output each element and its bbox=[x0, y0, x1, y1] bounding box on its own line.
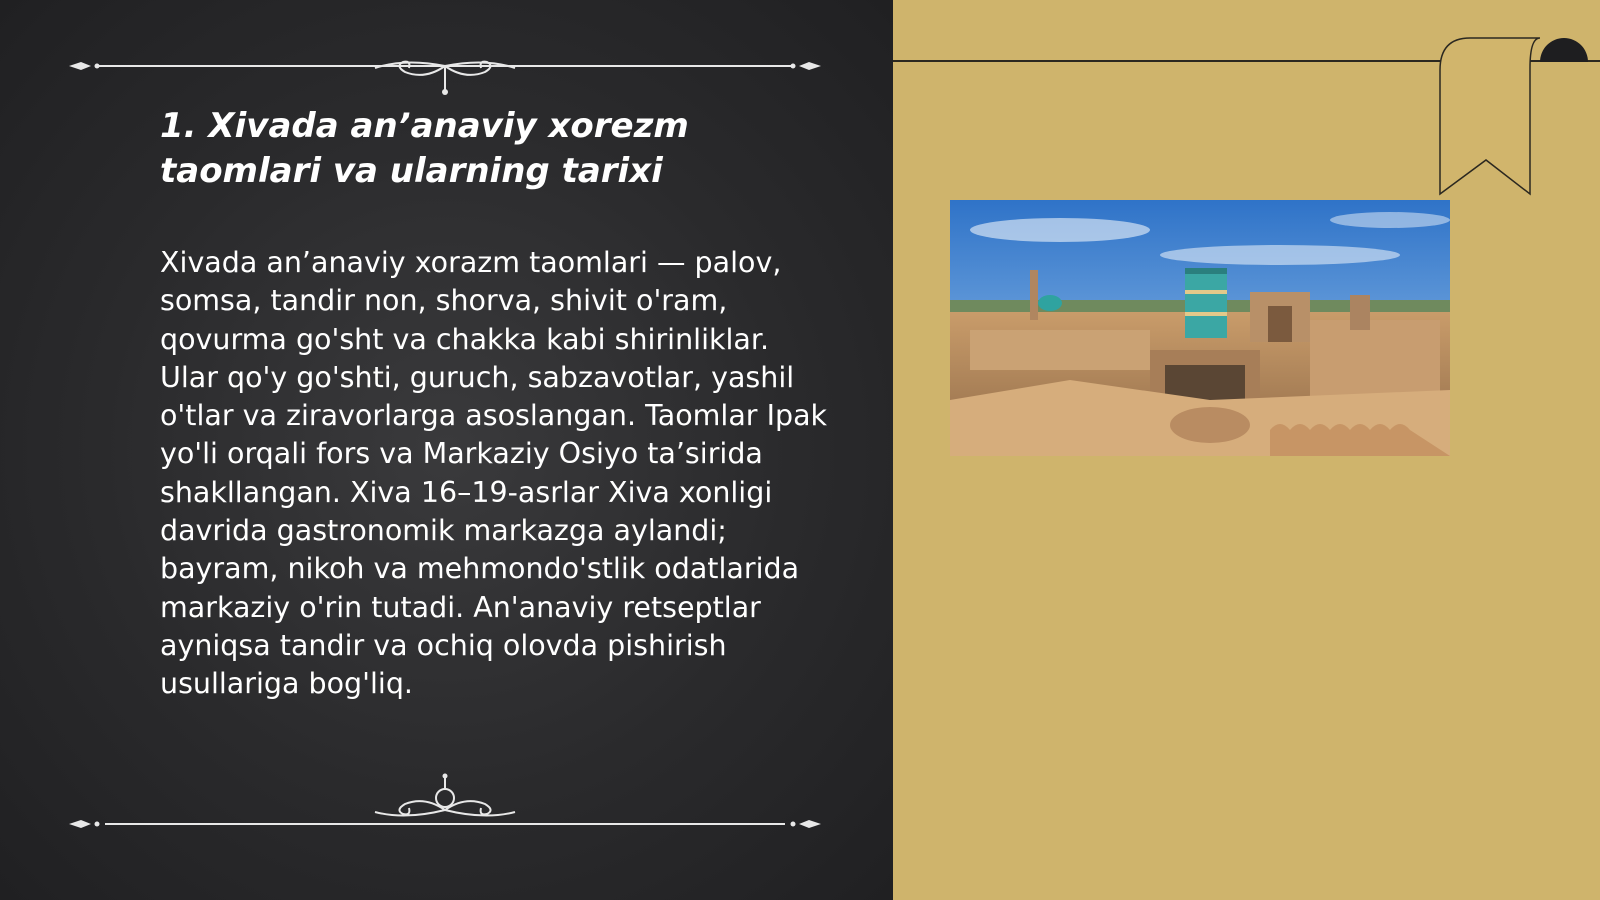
cityscape-illustration bbox=[950, 200, 1450, 456]
top-scroll-divider-icon bbox=[65, 40, 825, 100]
slide-title: 1. Xivada an’anaviy xorezm taomlari va ularning tarixi bbox=[160, 106, 689, 191]
khiva-cityscape-photo bbox=[950, 200, 1450, 456]
bottom-scroll-divider-icon bbox=[65, 770, 825, 830]
bookmark-ribbon-icon bbox=[1430, 30, 1600, 200]
body-paragraph: Xivada an’anaviy xorazm taomlari — palov, somsa, tandir non, shorva, shivit o'ram, qovurma go'sht va chakka kabi shirinliklar. Ular qo'y go'shti, guruch, sabzavotlar, yashil o'tlar va ziravorlarga asoslangan. Taomlar Ipak yo'li orqali fors va Markaziy Osiyo ta’sirida shakllangan. Xiva 16–19-asrlar Xiva xonligi davrida gastronomik markazga aylandi; bayram, nikoh va mehmondo'stlik odatlarida markaziy o'rin tutadi. An'anaviy retseptlar ayniqsa tandir va ochiq olovda pishirish usullariga bog'liq. bbox=[160, 246, 828, 701]
